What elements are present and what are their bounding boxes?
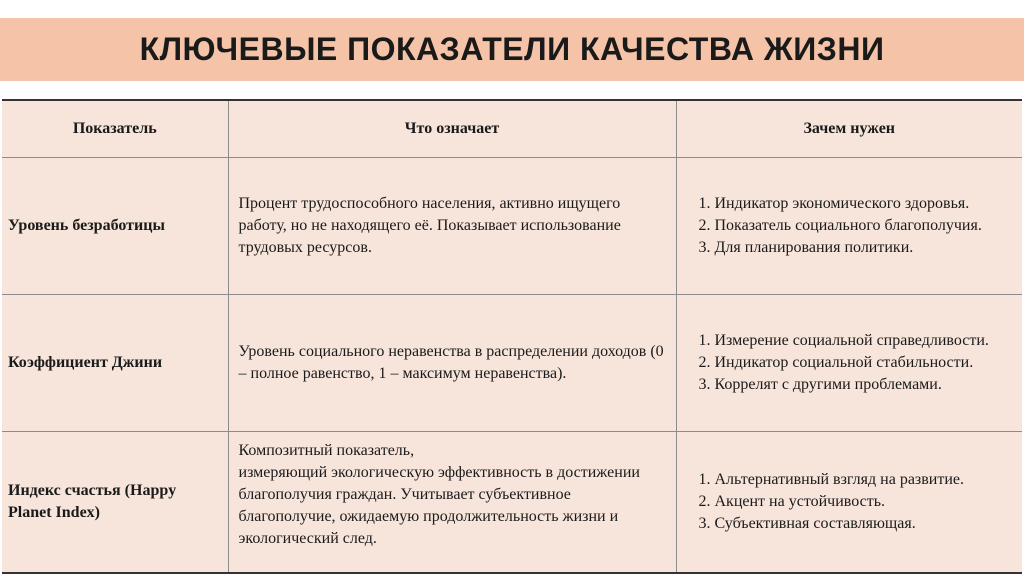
table-row xyxy=(2,432,1022,574)
column-header-indicator: Показатель xyxy=(2,100,228,158)
indicator-meaning xyxy=(228,432,676,574)
indicator-meaning: Уровень социального неравенства в распределении доходов (0 – полное равенство, 1 – максимум неравенства). xyxy=(228,295,676,432)
indicator-name: Коэффициент Джини xyxy=(2,295,228,432)
list-item: 1. Индикатор экономического здоровья. xyxy=(715,193,1019,215)
indicator-purpose xyxy=(676,158,1022,295)
column-header-meaning: Что означает xyxy=(228,100,676,158)
table-row xyxy=(2,295,1022,432)
indicator-name: Уровень безработицы xyxy=(2,158,228,295)
column-header-purpose: Зачем нужен xyxy=(676,100,1022,158)
list-item: 2. Индикатор социальной стабильности. xyxy=(715,352,1019,374)
list-item: 3. Для планирования политики. xyxy=(715,237,1019,259)
list-item: 1. Альтернативный взгляд на развитие. xyxy=(715,469,1019,491)
list-item: 3. Коррелят с другими проблемами. xyxy=(715,374,1019,396)
list-item: 3. Субъективная составляющая. xyxy=(715,513,1019,535)
list-item: 1. Измерение социальной справедливости. xyxy=(715,330,1019,352)
purpose-list xyxy=(687,330,1019,396)
indicator-name: Индекс счастья (Happy Planet Index) xyxy=(2,432,228,574)
list-item: 2. Акцент на устойчивость. xyxy=(715,491,1019,513)
indicator-purpose xyxy=(676,295,1022,432)
table-row xyxy=(2,158,1022,295)
meaning-line: измеряющий экологическую эффективность в достижении благополучия граждан. Учитывает субъективное благополучие, ожидаемую продолжительность жизни и экологический след. xyxy=(238,464,640,547)
indicators-table xyxy=(2,99,1022,574)
purpose-list xyxy=(687,469,1019,535)
indicator-purpose xyxy=(676,432,1022,574)
purpose-list xyxy=(687,193,1019,259)
table-header-row xyxy=(2,100,1022,158)
meaning-line: Композитный показатель, xyxy=(238,442,415,459)
list-item: 2. Показатель социального благополучия. xyxy=(715,215,1019,237)
page-title: КЛЮЧЕВЫЕ ПОКАЗАТЕЛИ КАЧЕСТВА ЖИЗНИ xyxy=(139,31,885,67)
indicator-meaning: Процент трудоспособного населения, активно ищущего работу, но не находящего её. Показывает использование трудовых ресурсов. xyxy=(228,158,676,295)
